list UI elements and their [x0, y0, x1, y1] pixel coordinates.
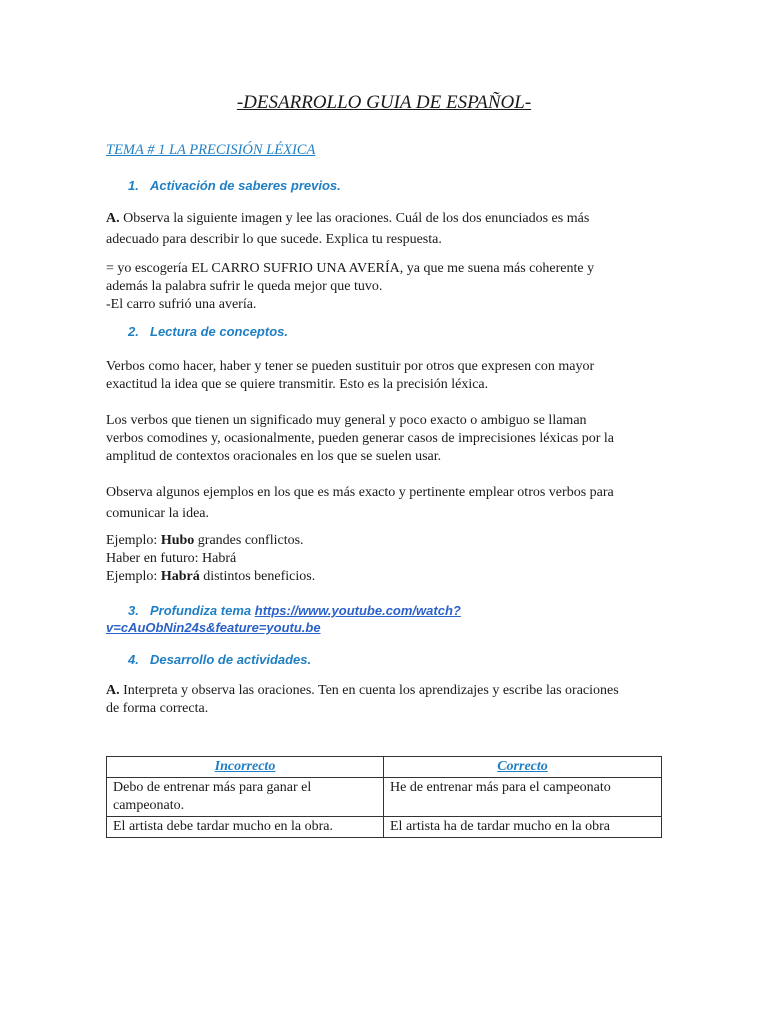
section-label: Activación de saberes previos.: [150, 178, 341, 193]
table-row: [107, 817, 662, 838]
section-2-heading: 2. Lectura de conceptos.: [128, 324, 288, 339]
activity-4a-instruction: A. Interpreta y observa las oraciones. Ten en cuenta los aprendizajes y escribe las oraciones de forma correcta.: [106, 683, 619, 716]
item-letter: A.: [106, 211, 120, 226]
topic-heading: TEMA # 1 LA PRECISIÓN LÉXICA: [106, 142, 316, 158]
concept-paragraph-2: Los verbos que tienen un significado muy general y poco exacto o ambiguo se llaman verbos comodines y, ocasionalmente, pueden generar casos de imprecisiones léxicas por la amplitud de contextos oracionales en los que se suelen usar.: [106, 413, 614, 464]
table-cell: He de entrenar más para el campeonato: [384, 778, 662, 817]
example-line: Ejemplo: Hubo grandes conflictos.: [106, 533, 304, 548]
examples-block: [106, 532, 666, 586]
example-line: Haber en futuro: Habrá: [106, 551, 237, 566]
student-answer: = yo escogería EL CARRO SUFRIO UNA AVERÍA, ya que me suena más coherente y además la palabra sufrir le queda mejor que tuvo. -El carro sufrió una avería.: [106, 261, 595, 312]
section-number: 1.: [128, 178, 139, 193]
table-header-row: [107, 757, 662, 778]
youtube-link-continuation[interactable]: v=cAuObNin24s&feature=youtu.be: [106, 620, 321, 635]
section-3-heading: 3. Profundiza tema https://www.youtube.com/watch? v=cAuObNin24s&feature=youtu.be: [106, 603, 461, 635]
header-incorrect: Incorrecto: [107, 757, 384, 778]
section-4-heading: 4. Desarrollo de actividades.: [128, 652, 312, 667]
activity-a-instruction: A. Observa la siguiente imagen y lee las oraciones. Cuál de los dos enunciados es más adecuado para describir lo que sucede. Explica tu respuesta.: [106, 211, 590, 247]
table-cell: El artista debe tardar mucho en la obra.: [107, 817, 384, 838]
section-1-heading: [128, 178, 341, 193]
concept-paragraph-1: Verbos como hacer, haber y tener se pueden sustituir por otros que expresen con mayor exactitud la idea que se quiere transmitir. Esto es la precisión léxica.: [106, 359, 595, 392]
table-cell: Debo de entrenar más para ganar el campeonato.: [107, 778, 384, 817]
header-correct: Correcto: [384, 757, 662, 778]
concept-paragraph-3: Observa algunos ejemplos en los que es más exacto y pertinente emplear otros verbos para comunicar la idea.: [106, 485, 614, 521]
example-line: Ejemplo: Habrá distintos beneficios.: [106, 569, 316, 584]
page-title: -DESARROLLO GUIA DE ESPAÑOL-: [236, 92, 532, 113]
item-letter: A.: [106, 683, 120, 698]
youtube-link[interactable]: https://www.youtube.com/watch?: [254, 603, 461, 618]
table-row: [107, 778, 662, 817]
table-cell: El artista ha de tardar mucho en la obra: [384, 817, 662, 838]
sentence-correction-table: [106, 756, 662, 838]
